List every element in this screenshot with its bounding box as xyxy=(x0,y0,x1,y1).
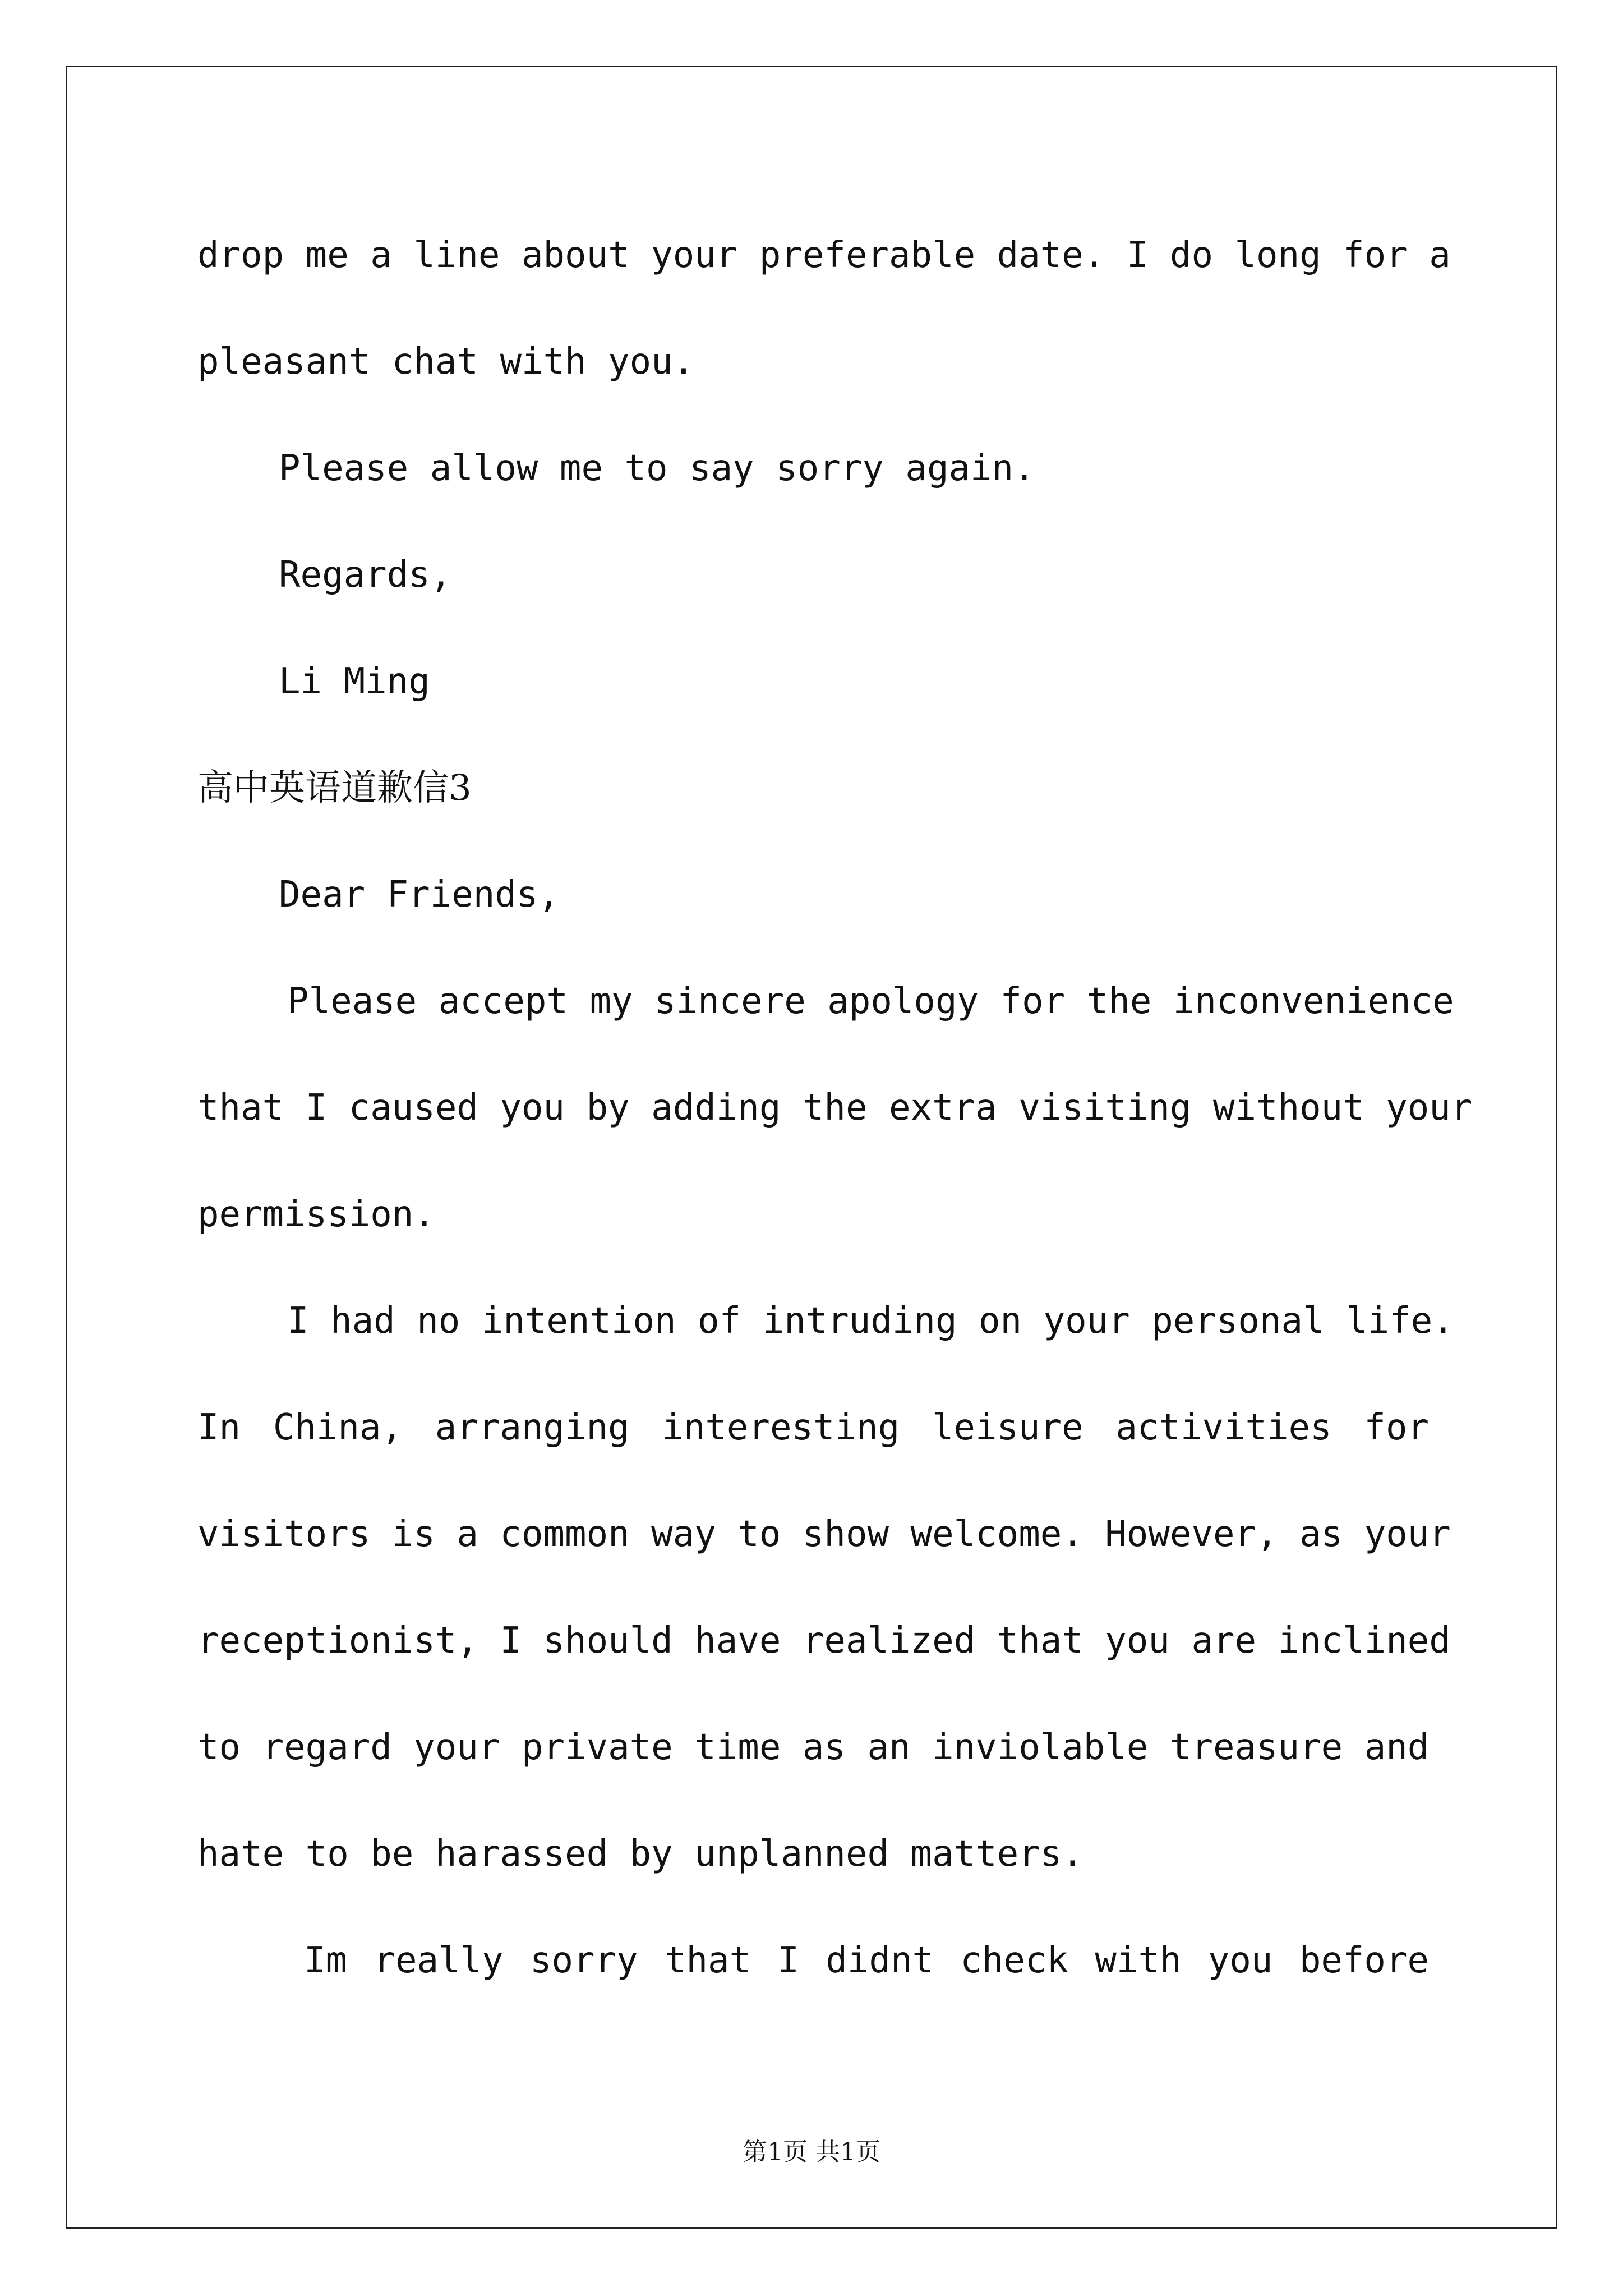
paragraph-line: In China, arranging interesting leisure activities for xyxy=(197,1407,1429,1448)
paragraph-line: pleasant chat with you. xyxy=(197,341,695,383)
paragraph-line: Please allow me to say sorry again. xyxy=(279,448,1035,489)
paragraph-line: Im really sorry that I didnt check with you before xyxy=(304,1940,1429,1981)
paragraph-line: drop me a line about your preferable date. I do long for a xyxy=(197,234,1451,276)
section-heading: 高中英语道歉信3 xyxy=(197,767,472,809)
paragraph-line: hate to be harassed by unplanned matters. xyxy=(197,1833,1083,1875)
paragraph-line: that I caused you by adding the extra visiting without your xyxy=(197,1087,1473,1129)
paragraph-line: Please accept my sincere apology for the inconvenience xyxy=(287,981,1454,1022)
paragraph-line: visitors is a common way to show welcome. However, as your xyxy=(197,1513,1451,1555)
paragraph-line: to regard your private time as an inviolable treasure and xyxy=(197,1727,1430,1768)
closing-line: Regards, xyxy=(279,554,452,596)
paragraph-line: receptionist, I should have realized that you are inclined xyxy=(197,1620,1451,1662)
paragraph-line: I had no intention of intruding on your personal life. xyxy=(287,1300,1454,1342)
paragraph-line: permission. xyxy=(197,1194,435,1235)
page-footer: 第1页 共1页 xyxy=(743,2138,880,2166)
signature-line: Li Ming xyxy=(279,661,430,702)
salutation-line: Dear Friends, xyxy=(279,874,560,915)
document-body xyxy=(197,202,1473,2014)
